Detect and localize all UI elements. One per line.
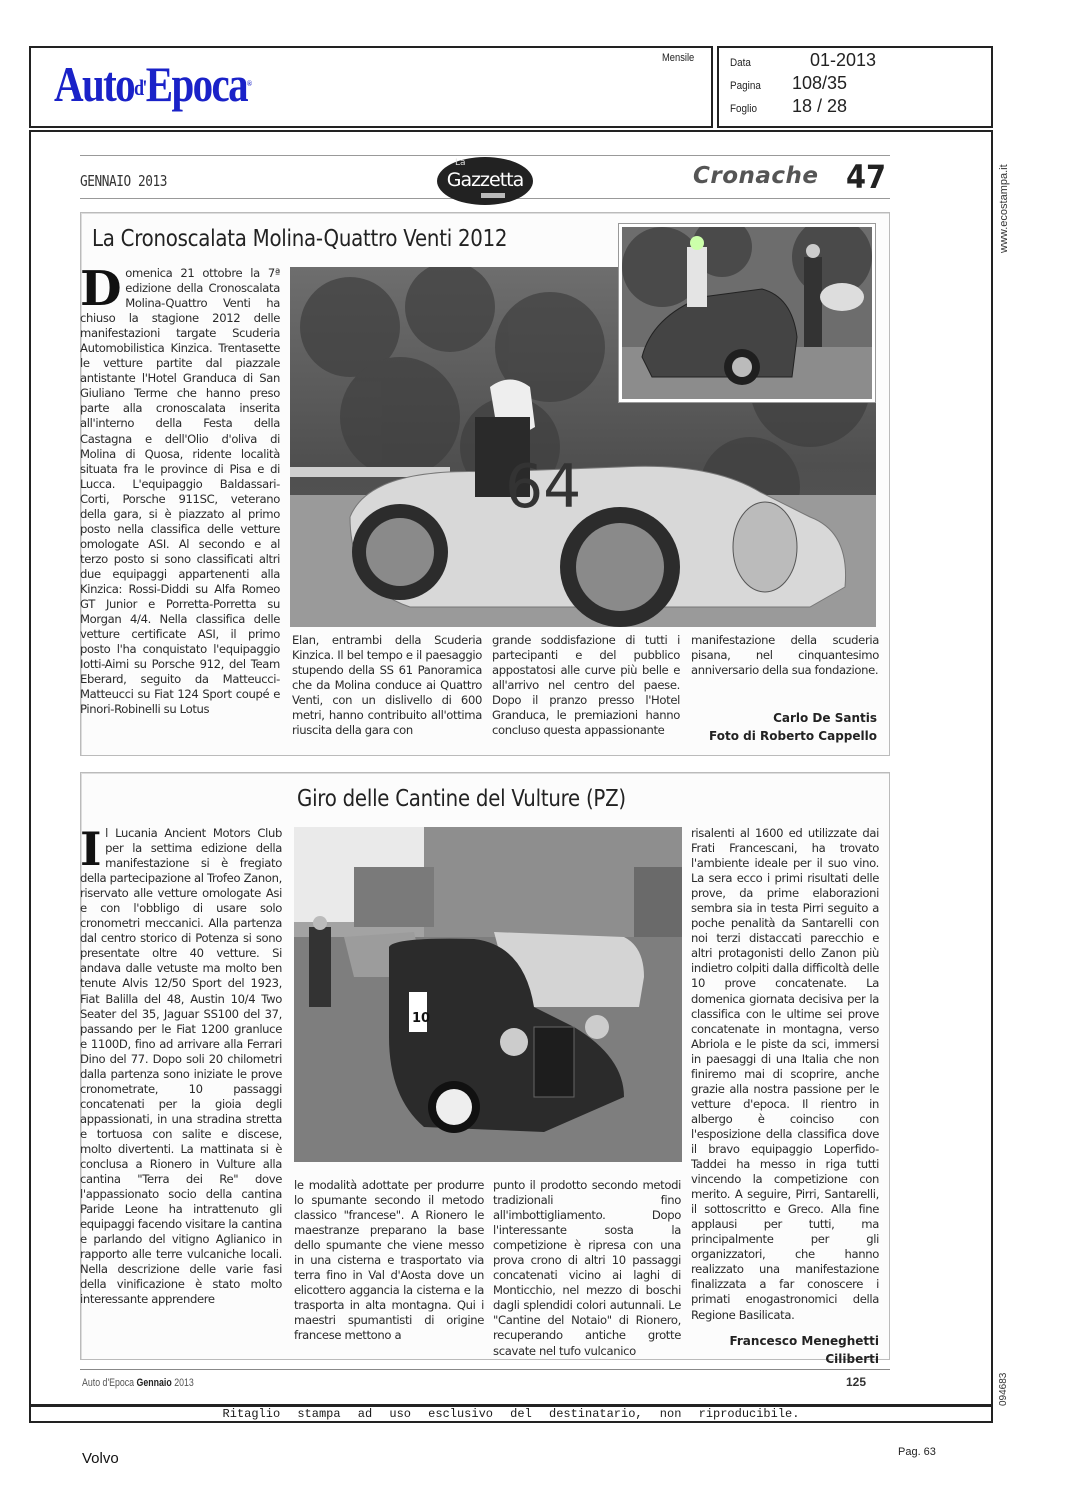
registered-icon: ® (246, 79, 251, 88)
meta-row-data (730, 50, 876, 71)
article-2-author: Francesco Meneghetti Ciliberti (729, 1334, 879, 1366)
footer-rule (80, 1369, 890, 1370)
footer-year: 2013 (174, 1377, 194, 1389)
meta-row-foglio (730, 96, 847, 117)
footer-issue: Gennaio (136, 1377, 172, 1389)
dropcap: D (80, 261, 122, 317)
meta-value: 108/35 (792, 73, 848, 93)
reproduction-notice: Ritaglio stampa ad uso esclusivo del destinatario, non riproducibile. (29, 1405, 993, 1423)
clipping-page-label: Pag. 63 (898, 1446, 936, 1458)
article-1-author: Carlo De Santis (773, 711, 877, 725)
logo-text-sup: d' (134, 75, 146, 100)
article-1-col-4: manifestazione della scuderia pisana, nel cinquantesimo anniversario della sua fondazione. (691, 633, 879, 678)
article-2-title: Giro delle Cantine del Vulture (PZ) (297, 786, 626, 812)
side-code (996, 1360, 1016, 1410)
car-number: 64 (505, 452, 582, 522)
side-url-text: www.ecostampa.it (998, 164, 1010, 253)
dropcap: I (80, 822, 102, 876)
article-1-byline (691, 709, 877, 745)
gazzetta-logo (437, 157, 533, 205)
article-1-photo-credit: Foto di Roberto Cappello (709, 729, 877, 743)
article-2-col-4: risalenti al 1600 ed utilizzate dai Frati Francescani, ha trovato l'ambiente ideale per il suo vino. La sera ecco i primi risultati delle prove, da prime elaborazioni sembra sia in testa Pirri seguito a poche penalità da Santarelli con noi terzi distaccati parecchio e altri protagonisti dello Zanon più indietro colpiti dalla difficoltà delle 10 prove concatenate. La domenica giornata decisiva per la classifica con le ultime sei prove concatenate in montagna, verso Abriola e le piste da sci, immersi in paesaggi di una Italia che non finiremo mai di scoprire, anche grazie alla nostra passione per le vetture d'epoca. Il rientro in albergo è coinciso con l'esposizione della classifica dove il bravo equipaggio Loperfido-Taddei ha messo in riga tutti vincendo la competizione con merito. A seguire, Pirri, Santarelli, il sottoscritto e Greco. Alla fine applausi per tutti, ma principalmente per gli organizzatori, che hanno realizzato una manifestazione finalizzata a far conoscere i primati enogastronomici della Regione Basilicata. (691, 826, 879, 1322)
meta-value: 01-2013 (810, 50, 877, 70)
meta-label: Pagina (730, 80, 761, 92)
section-title: Cronache (693, 163, 819, 189)
meta-row-pagina (730, 73, 847, 94)
magazine-footer-page: 125 (846, 1375, 867, 1389)
article-1-inset-photo (619, 224, 875, 402)
client-name: Volvo (82, 1450, 119, 1467)
article-2-col-3: punto il prodotto secondo metodi tradizionali fino all'imbottigliamento. Dopo l'interessante sosta la competizione è ripresa con una prova crono di altri 10 passaggi concatenati vicino ai laghi di Monticchio, nel mezzo di boschi dagli splendidi colori autunnali. Le "Cantine del Notaio" di Rionero, recuperando antiche grotte scavate nel tufo vulcanico (493, 1178, 681, 1358)
logo-text-right: Epoca (145, 56, 247, 112)
footer-publication: Auto d'Epoca (82, 1377, 135, 1389)
vintage-fiat-photo (294, 827, 682, 1162)
article-1-col-2: Elan, entrambi della Scuderia Kinzica. Il bel tempo e il paesaggio stupendo della SS 61 Panoramica che da Molina conduce ai Quattro Venti, con un dislivello di 600 metri, hanno contribuito all'ottima riuscita della gara con (292, 633, 482, 738)
article-2-col-1 (80, 822, 282, 1308)
article-1-text-col-1: omenica 21 ottobre la 7ª edizione della Cronoscalata Molina-Quattro Venti ha chiuso la stagione 2012 delle manifestazioni targate Scuderia Automobilistica Kinzica. Trentasette le vetture partite dal piazzale antistante l'Hotel Granduca di San Giuliano Terme che hanno preso parte alla cronoscalata inserita all'interno della Festa della Castagna e dell'Olio d'oliva di Molina di Quosa, ridente località situata fra le province di Pisa e di Lucca. L'equipaggio Baldassari-Corti, Porsche 911SC, veterano della gara, si è piazzato al primo posto nella classifica delle vetture omologate ASI. Al secondo e al terzo posto si sono classificati altri due equipaggi appartenenti alla Kinzica: Rossi-Diddi su Alfa Romeo GT Junior e Porretta-Porretta su Morgan 4/4. Nella classifica delle vetture certificate ASI, il primo posto l'ha conquistato l'equipaggio Iotti-Aimi su Porsche 912, del Team Eberard, seguito da Matteucci-Matteucci su Fiat 124 Sport coupé e Pinori-Robinelli su Lotus (80, 266, 280, 717)
article-1-col-3: grande soddisfazione di tutti i partecipanti e del pubblico appostatosi alle curve più belle e all'arrivo nel centro del paese. Dopo il pranzo presso l'Hotel Granduca, le premiazioni hanno concluso questa appassionante (492, 633, 680, 738)
gazzetta-logo-la: La (455, 158, 466, 168)
frequency-label: Mensile (662, 52, 695, 64)
article-2-text-col-1: l Lucania Ancient Motors Club per la settima edizione della manifestazione si è fregiato della partecipazione al Trofeo Zanon, riservato alle vetture omologate Asi e con l'obbligo di usare solo cronometri meccanici. Alla partenza dal centro storico di Potenza si sono presentate oltre 40 vetture. Si andava dalle vetuste ma molto ben tenute Alvis 12/50 Sport del 1923, Fiat Balilla del 48, Austin 10/4 Two Seater del 35, Jaguar SS100 del 37, passando per le Fiat 1200 granluce e 1100D, fino ad arrivare alla Ferrari Dino del 77. Dopo soli 20 chilometri dalla partenza sono iniziate le prove cronometrate, 10 passaggi concatenati per la gioia degli appassionati, in una stradina stretta e tortuosa con salite e discese, molto divertenti. La mattinata si è conclusa a Rionero in Vulture alla cantina "Terra dei Re" dove l'appassionato socio della cantina Paride Leone ha intrattenuto gli equipaggi facendo visitare la cantina e parlando del vitigno Aglianico in rapporto alle terre vulcaniche locali. Nella descrizione delle varie fasi della vinificazione è stato molto interessante apprendere (80, 826, 282, 1307)
side-code-text: 094683 (998, 1372, 1009, 1406)
gazzetta-logo-name: Gazzetta (446, 169, 524, 191)
magazine-footer-title (82, 1377, 194, 1389)
article-2-photo (294, 827, 682, 1162)
magazine-page-number: 47 (846, 158, 887, 196)
header-rule-top (80, 155, 890, 156)
publication-logo (54, 54, 250, 114)
article-1-title: La Cronoscalata Molina-Quattro Venti 2012 (92, 226, 508, 252)
article-1-col-1 (80, 261, 280, 717)
logo-text-left: Auto (54, 56, 135, 112)
magazine-date: GENNAIO 2013 (80, 172, 168, 190)
side-url (996, 145, 1018, 255)
article-2-col-2: le modalità adottate per produrre lo spumante secondo il metodo classico "francese". A Rionero le maestranze preparano la base dello spumante che viene messo in una cisterna e trasportato via terra fino in Val d'Aosta dove un elicottero aggancia la cisterna e la trasporta in alta montagna. Qui i maestri spumantisti di origine francese mettono a (294, 1178, 484, 1343)
meta-value: 18 / 28 (792, 96, 848, 116)
meta-label: Data (730, 57, 751, 69)
meta-label: Foglio (730, 103, 757, 115)
gazzetta-logo-badge (481, 193, 505, 198)
car-number: 10 (412, 1011, 431, 1026)
porsche-photo (622, 227, 872, 399)
